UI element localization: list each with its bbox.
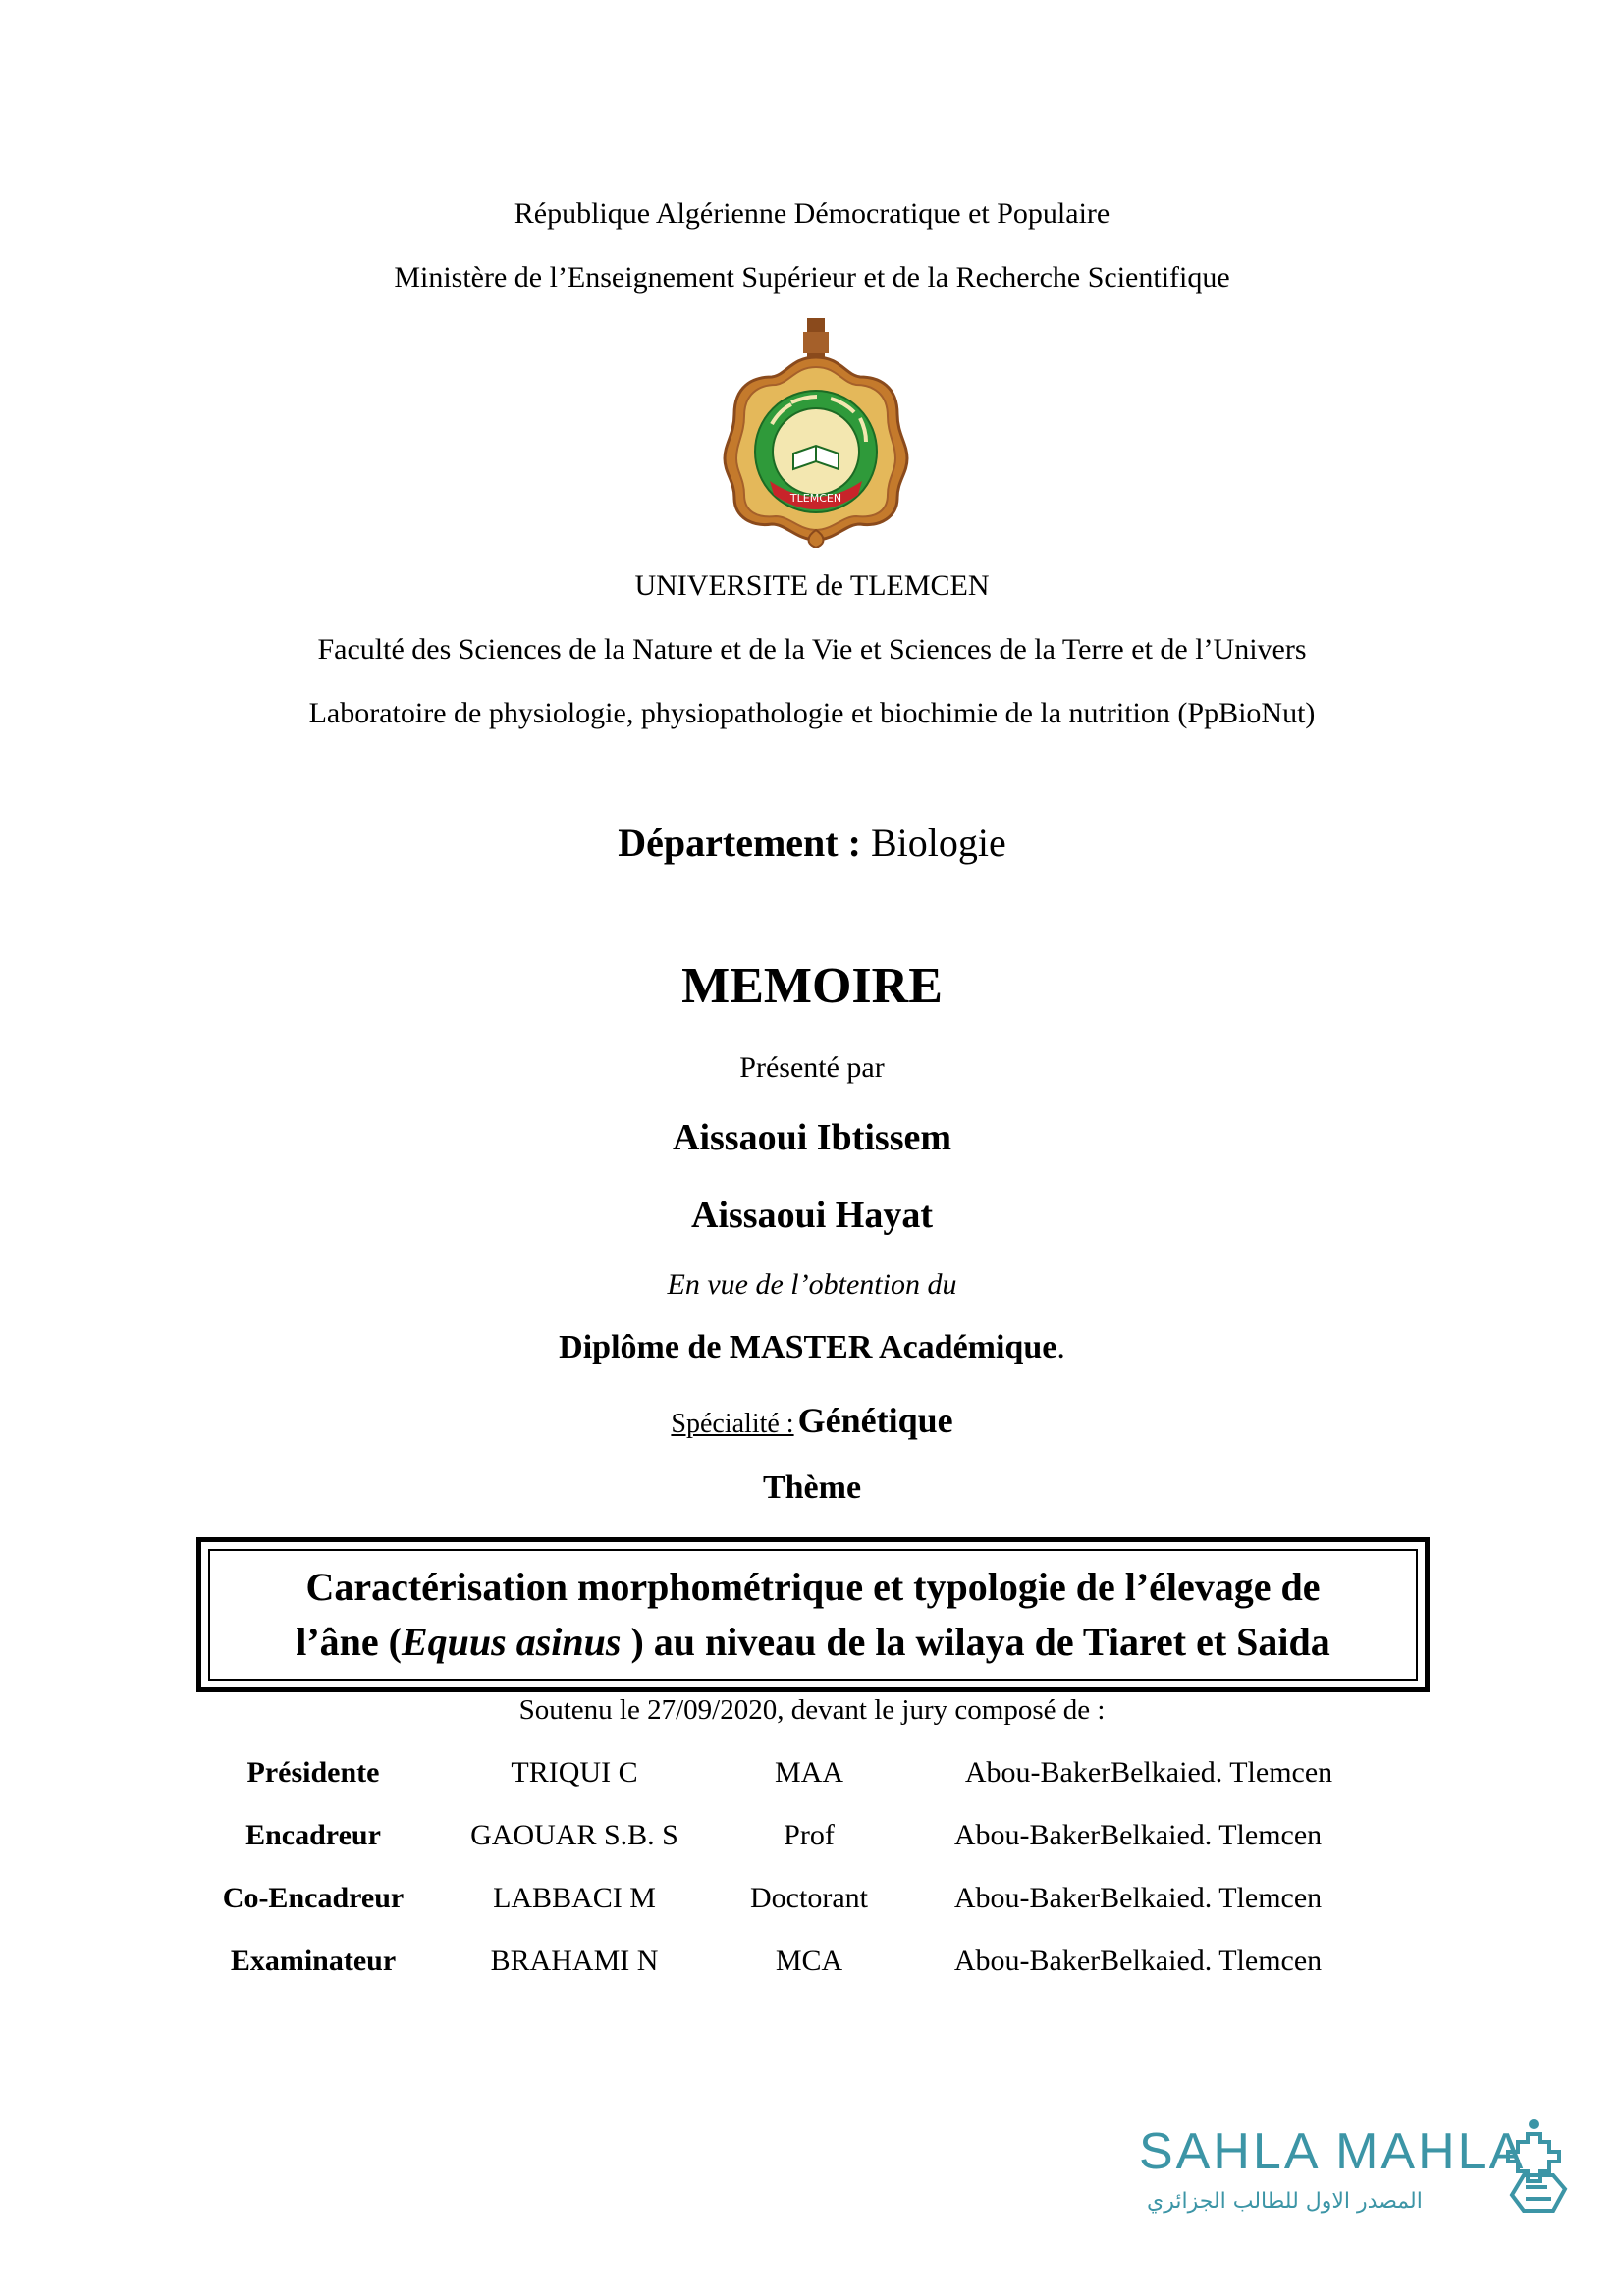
jury-row [0,1882,1624,1925]
republic-heading: République Algérienne Démocratique et Populaire [514,197,1110,230]
theme-label: Thème [762,1469,862,1506]
jury-name: GAOUAR S.B. S [470,1819,678,1851]
diploma-dot: . [1056,1329,1065,1365]
theme-inner-frame [208,1549,1418,1681]
jury-row [0,1945,1624,1988]
faculty-name: Faculté des Sciences de la Nature et de la Vie et Sciences de la Terre et de l’Univers [317,633,1307,666]
author-2: Aissaoui Hayat [691,1195,933,1236]
svg-text:TLEMCEN: TLEMCEN [789,492,842,505]
speciality-line [0,1400,1624,1441]
department-label: Département : [618,821,861,865]
jury-grade: MCA [775,1945,843,1977]
laboratory-name: Laboratoire de physiologie, physiopathologie et biochimie de la nutrition (PpBioNut) [308,697,1316,729]
jury-role: Co-Encadreur [222,1882,405,1914]
jury-grade: MAA [774,1756,844,1789]
in-view-of: En vue de l’obtention du [667,1268,957,1301]
jury-role: Encadreur [245,1819,381,1851]
university-seal-icon [723,316,909,548]
jury-name: LABBACI M [493,1882,656,1914]
university-name: UNIVERSITE de TLEMCEN [634,569,990,602]
jury-grade: Doctorant [750,1882,868,1914]
jury-institution: Abou-BakerBelkaied. Tlemcen [964,1756,1333,1789]
department-value: Biologie [870,821,1006,865]
watermark-brand: SAHLA MAHLA [1139,2123,1527,2180]
species-name: Equus asinus [401,1620,622,1664]
jury-institution: Abou-BakerBelkaied. Tlemcen [953,1819,1323,1851]
jury-role: Présidente [246,1756,380,1789]
watermark-emblem-icon [1504,2116,1573,2215]
jury-name: BRAHAMI N [490,1945,659,1977]
jury-grade: Prof [784,1819,835,1851]
jury-row [0,1819,1624,1862]
jury-row [0,1756,1624,1799]
jury-institution: Abou-BakerBelkaied. Tlemcen [953,1945,1323,1977]
theme-suffix: ) au niveau de la wilaya de Tiaret et Saida [621,1620,1330,1664]
speciality-value: Génétique [797,1401,953,1440]
jury-institution: Abou-BakerBelkaied. Tlemcen [953,1882,1323,1914]
presented-by: Présenté par [739,1051,885,1084]
speciality-label: Spécialité : [671,1409,794,1439]
ministry-heading: Ministère de l’Enseignement Supérieur et de la Recherche Scientifique [394,261,1230,294]
theme-line-1: Caractérisation morphométrique et typologie de l’élevage de [305,1565,1321,1609]
diploma-line [0,1329,1624,1366]
theme-line-2 [296,1615,1330,1670]
memoir-title: MEMOIRE [681,958,943,1014]
jury-name: TRIQUI C [511,1756,638,1789]
diploma-name: Diplôme de MASTER Académique [559,1329,1057,1365]
department-line [0,820,1624,866]
sahla-mahla-watermark [1139,2120,1571,2228]
watermark-tagline: المصدر الاول للطالب الجزائري [1147,2189,1423,2214]
jury-role: Examinateur [230,1945,397,1977]
theme-prefix: l’âne ( [296,1620,402,1664]
theme-box [196,1537,1430,1692]
defense-statement: Soutenu le 27/09/2020, devant le jury composé de : [518,1694,1106,1726]
author-1: Aissaoui Ibtissem [673,1117,951,1158]
